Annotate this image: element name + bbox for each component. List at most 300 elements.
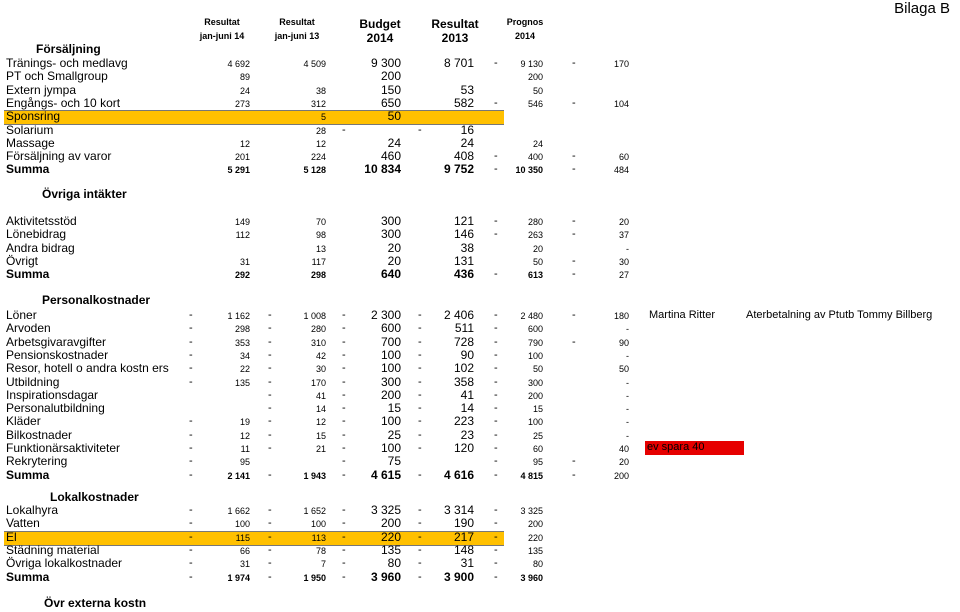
value-cell: 292: [234, 270, 250, 281]
difference-cell: -: [626, 324, 629, 335]
negative-sign: -: [342, 415, 346, 428]
value-cell: 2 300: [370, 308, 401, 322]
value-cell: 34: [239, 350, 250, 361]
negative-sign: -: [268, 570, 272, 583]
table-row: [0, 84, 960, 97]
negative-sign: -: [572, 335, 576, 348]
column-header: Prognos: [506, 17, 544, 27]
negative-sign: -: [418, 402, 422, 415]
row-label: Summa: [6, 162, 50, 177]
table-row: [0, 242, 960, 255]
negative-sign: -: [494, 402, 498, 415]
value-cell: 98: [315, 230, 326, 241]
negative-sign: -: [189, 442, 193, 454]
section-title: Personalkostnader: [42, 293, 151, 307]
value-cell: 1 974: [227, 572, 250, 583]
table-row: [0, 228, 960, 241]
row-label: Vatten: [6, 516, 40, 531]
difference-cell: -: [626, 350, 629, 361]
negative-sign: -: [418, 375, 422, 388]
value-cell: 50: [532, 85, 543, 96]
value-cell: 11: [240, 444, 250, 454]
negative-sign: -: [189, 348, 193, 361]
value-cell: 19: [239, 417, 250, 428]
negative-sign: -: [342, 375, 346, 388]
corner-label: Bilaga B: [894, 0, 950, 17]
row-label: Städning material: [6, 542, 100, 557]
row-label: Utbildning: [6, 374, 60, 389]
negative-sign: -: [494, 163, 498, 176]
negative-sign: -: [189, 362, 193, 375]
value-cell: 298: [234, 324, 250, 335]
row-label: Solarium: [6, 122, 54, 137]
value-cell: 358: [453, 374, 474, 389]
negative-sign: -: [342, 362, 346, 375]
negative-sign: -: [342, 402, 346, 415]
row-label: PT och Smallgroup: [6, 69, 108, 84]
value-cell: 53: [460, 82, 474, 97]
column-header: Budget: [359, 17, 401, 31]
value-cell: 24: [532, 138, 543, 149]
value-cell: 13: [315, 243, 326, 254]
table-row: [0, 571, 960, 584]
value-cell: 298: [310, 270, 326, 281]
negative-sign: -: [572, 468, 576, 481]
negative-sign: -: [189, 504, 193, 516]
difference-cell: 200: [613, 470, 629, 481]
difference-cell: 104: [613, 98, 629, 109]
difference-cell: 60: [618, 152, 629, 163]
value-cell: 300: [380, 214, 401, 228]
negative-sign: -: [342, 570, 346, 583]
table-row: [0, 70, 960, 83]
negative-sign: -: [494, 335, 498, 348]
row-label: Engångs- och 10 kort: [6, 95, 121, 110]
row-label: Tränings- och medlavg: [6, 56, 128, 70]
row-label: Lokalhyra: [6, 503, 59, 517]
difference-cell: 20: [618, 457, 629, 468]
value-cell: 50: [387, 109, 401, 124]
row-label: Bilkostnader: [6, 427, 73, 442]
value-cell: 1 162: [227, 311, 250, 321]
value-cell: 70: [315, 217, 326, 227]
value-cell: 25: [532, 430, 543, 441]
value-cell: 200: [527, 72, 543, 83]
row-label: Löner: [6, 308, 37, 322]
negative-sign: -: [342, 468, 346, 481]
negative-sign: -: [189, 335, 193, 348]
value-cell: 30: [315, 364, 326, 375]
value-cell: 100: [380, 361, 401, 376]
value-cell: 400: [527, 152, 543, 163]
negative-sign: -: [189, 322, 193, 335]
value-cell: 28: [315, 125, 326, 136]
difference-cell: -: [626, 390, 629, 401]
negative-sign: -: [494, 388, 498, 401]
value-cell: 1 652: [303, 506, 326, 516]
difference-cell: -: [626, 430, 629, 441]
negative-sign: -: [494, 530, 498, 543]
negative-sign: -: [342, 309, 346, 321]
negative-sign: -: [418, 557, 422, 570]
negative-sign: -: [418, 428, 422, 441]
value-cell: 135: [527, 545, 543, 556]
negative-sign: -: [494, 468, 498, 481]
note-person: Martina Ritter: [649, 309, 716, 321]
value-cell: 4 692: [227, 59, 250, 69]
value-cell: 2 141: [227, 470, 250, 481]
negative-sign: -: [418, 123, 422, 136]
value-cell: 5: [320, 112, 326, 123]
value-cell: 8 701: [443, 56, 474, 70]
difference-cell: -: [626, 377, 629, 388]
value-cell: 4 815: [520, 470, 543, 481]
value-cell: 24: [387, 135, 401, 150]
negative-sign: -: [342, 455, 346, 468]
value-cell: 201: [234, 152, 250, 163]
value-cell: 200: [527, 390, 543, 401]
value-cell: 310: [310, 337, 326, 348]
table-row: [0, 517, 960, 530]
row-label: Övrigt: [6, 253, 39, 268]
row-label: Aktivitetsstöd: [6, 214, 77, 228]
table-row: [0, 255, 960, 268]
value-cell: 131: [453, 253, 474, 268]
value-cell: 117: [311, 256, 326, 267]
value-cell: 121: [453, 214, 474, 228]
value-cell: 60: [532, 444, 543, 454]
negative-sign: -: [494, 150, 498, 163]
negative-sign: -: [268, 375, 272, 388]
column-header: jan-juni 14: [199, 31, 245, 41]
negative-sign: -: [342, 388, 346, 401]
negative-sign: -: [342, 517, 346, 530]
value-cell: 135: [234, 377, 250, 388]
value-cell: 78: [315, 545, 326, 556]
value-cell: 3 325: [370, 503, 401, 517]
value-cell: 3 325: [520, 506, 543, 516]
value-cell: 75: [387, 454, 401, 469]
negative-sign: -: [342, 123, 346, 136]
negative-sign: -: [494, 543, 498, 556]
table-row: [0, 110, 960, 123]
value-cell: 20: [532, 243, 543, 254]
value-cell: 100: [380, 414, 401, 429]
value-cell: 353: [234, 337, 250, 348]
negative-sign: -: [572, 215, 576, 227]
negative-sign: -: [494, 309, 498, 321]
note-highlight: ev spara 40: [645, 441, 744, 455]
negative-sign: -: [268, 543, 272, 556]
row-label: Andra bidrag: [6, 240, 75, 255]
negative-sign: -: [572, 309, 576, 321]
value-cell: 15: [387, 401, 401, 416]
negative-sign: -: [494, 96, 498, 109]
value-cell: 300: [527, 377, 543, 388]
value-cell: 12: [239, 138, 250, 149]
negative-sign: -: [268, 309, 272, 321]
value-cell: 790: [527, 337, 543, 348]
column-header: 2013: [441, 31, 469, 45]
column-header: Resultat: [279, 17, 315, 27]
value-cell: 3 960: [520, 572, 543, 583]
column-header: 2014: [366, 31, 394, 45]
negative-sign: -: [572, 254, 576, 267]
value-cell: 50: [532, 256, 543, 267]
column-header: Resultat: [204, 17, 240, 27]
negative-sign: -: [268, 428, 272, 441]
value-cell: 100: [380, 441, 401, 455]
negative-sign: -: [494, 348, 498, 361]
difference-cell: 37: [618, 230, 629, 241]
negative-sign: -: [494, 442, 498, 454]
value-cell: 3 900: [443, 569, 474, 584]
value-cell: 115: [235, 532, 250, 543]
value-cell: 95: [532, 457, 543, 468]
row-label: Extern jympa: [6, 82, 77, 97]
negative-sign: -: [342, 335, 346, 348]
row-label: El: [6, 529, 17, 544]
negative-sign: -: [189, 517, 193, 530]
difference-cell: 180: [613, 311, 629, 321]
negative-sign: -: [572, 96, 576, 109]
value-cell: 600: [527, 324, 543, 335]
value-cell: 4 615: [370, 467, 401, 482]
negative-sign: -: [572, 57, 576, 69]
value-cell: 220: [527, 532, 543, 543]
value-cell: 2 480: [520, 311, 543, 321]
table-row: [0, 163, 960, 176]
row-label: Resor, hotell o andra kostn ers: [6, 361, 169, 376]
value-cell: 100: [527, 417, 543, 428]
value-cell: 263: [527, 230, 543, 241]
value-cell: 9 130: [520, 59, 543, 69]
value-cell: 100: [310, 519, 326, 530]
difference-cell: 50: [618, 364, 629, 375]
value-cell: 3 314: [443, 503, 474, 517]
negative-sign: -: [494, 268, 498, 281]
table-row: [0, 504, 960, 517]
negative-sign: -: [268, 322, 272, 335]
negative-sign: -: [418, 322, 422, 335]
value-cell: 546: [527, 98, 543, 109]
value-cell: 89: [239, 72, 250, 83]
value-cell: 9 752: [443, 162, 474, 177]
table-row: [0, 322, 960, 335]
value-cell: 582: [453, 95, 474, 110]
negative-sign: -: [342, 442, 346, 454]
negative-sign: -: [268, 388, 272, 401]
table-row: [0, 531, 960, 544]
value-cell: 16: [460, 122, 474, 137]
value-cell: 120: [453, 441, 474, 455]
value-cell: 23: [460, 427, 474, 442]
table-row: [0, 415, 960, 428]
value-cell: 12: [315, 138, 326, 149]
negative-sign: -: [189, 415, 193, 428]
difference-cell: 170: [613, 59, 629, 69]
section-title: Övr externa kostn: [44, 596, 147, 610]
negative-sign: -: [418, 468, 422, 481]
table-row: [0, 402, 960, 415]
value-cell: 273: [234, 98, 250, 109]
value-cell: 223: [453, 414, 474, 429]
table-row: [0, 349, 960, 362]
difference-cell: 27: [618, 270, 629, 281]
negative-sign: -: [268, 504, 272, 516]
value-cell: 15: [315, 430, 326, 441]
negative-sign: -: [268, 362, 272, 375]
negative-sign: -: [494, 215, 498, 227]
value-cell: 200: [527, 519, 543, 530]
section-title: Försäljning: [36, 42, 101, 56]
negative-sign: -: [418, 517, 422, 530]
row-label: Försäljning av varor: [6, 149, 112, 164]
negative-sign: -: [268, 442, 272, 454]
value-cell: 200: [380, 69, 401, 84]
table-row: [0, 97, 960, 110]
negative-sign: -: [494, 375, 498, 388]
negative-sign: -: [494, 455, 498, 468]
negative-sign: -: [342, 557, 346, 570]
value-cell: 80: [532, 559, 543, 570]
negative-sign: -: [418, 442, 422, 454]
row-label: Arvoden: [6, 321, 51, 336]
negative-sign: -: [494, 362, 498, 375]
table-row: [0, 137, 960, 150]
value-cell: 149: [234, 217, 250, 227]
negative-sign: -: [268, 468, 272, 481]
value-cell: 50: [532, 364, 543, 375]
row-label: Arbetsgivaravgifter: [6, 334, 107, 349]
negative-sign: -: [418, 388, 422, 401]
negative-sign: -: [418, 335, 422, 348]
row-label: Summa: [6, 569, 50, 584]
value-cell: 22: [239, 364, 250, 375]
value-cell: 21: [315, 444, 326, 454]
table-row: [0, 429, 960, 442]
negative-sign: -: [189, 428, 193, 441]
value-cell: 100: [380, 347, 401, 362]
row-label: Funktionärsaktiviteter: [6, 441, 121, 455]
negative-sign: -: [418, 309, 422, 321]
value-cell: 148: [453, 542, 474, 557]
negative-sign: -: [418, 570, 422, 583]
value-cell: 300: [380, 227, 401, 242]
negative-sign: -: [189, 309, 193, 321]
row-label: Pensionskostnader: [6, 347, 109, 362]
negative-sign: -: [494, 57, 498, 69]
negative-sign: -: [418, 415, 422, 428]
value-cell: 5 291: [227, 165, 250, 176]
value-cell: 31: [239, 559, 250, 570]
value-cell: 220: [380, 529, 401, 544]
value-cell: 12: [315, 417, 326, 428]
value-cell: 112: [235, 230, 250, 241]
negative-sign: -: [418, 504, 422, 516]
negative-sign: -: [189, 543, 193, 556]
value-cell: 113: [311, 532, 326, 543]
value-cell: 1 008: [303, 311, 326, 321]
table-row: [0, 557, 960, 570]
value-cell: 408: [453, 149, 474, 164]
value-cell: 728: [453, 334, 474, 349]
negative-sign: -: [342, 322, 346, 335]
section-title: Lokalkostnader: [50, 490, 139, 504]
value-cell: 200: [380, 387, 401, 402]
row-label: Inspirationsdagar: [6, 387, 99, 402]
value-cell: 38: [315, 85, 326, 96]
value-cell: 4 616: [443, 467, 474, 482]
negative-sign: -: [494, 557, 498, 570]
negative-sign: -: [189, 557, 193, 570]
table-row: [0, 469, 960, 482]
table-row: [0, 268, 960, 281]
difference-cell: 20: [618, 217, 629, 227]
negative-sign: -: [342, 530, 346, 543]
value-cell: 42: [315, 350, 326, 361]
negative-sign: -: [189, 455, 193, 468]
negative-sign: -: [494, 228, 498, 241]
row-label: Övriga lokalkostnader: [6, 556, 123, 571]
negative-sign: -: [342, 348, 346, 361]
difference-cell: 484: [613, 165, 629, 176]
value-cell: 2 406: [443, 308, 474, 322]
negative-sign: -: [572, 163, 576, 176]
value-cell: 1 662: [227, 506, 250, 516]
table-row: [0, 544, 960, 557]
column-header: 2014: [514, 31, 536, 41]
value-cell: 511: [454, 321, 474, 336]
difference-cell: -: [626, 417, 629, 428]
value-cell: 7: [320, 559, 326, 570]
table-row: [0, 442, 960, 455]
negative-sign: -: [418, 530, 422, 543]
value-cell: 14: [315, 404, 326, 415]
row-label: Summa: [6, 467, 50, 482]
negative-sign: -: [189, 570, 193, 583]
negative-sign: -: [268, 415, 272, 428]
value-cell: 600: [380, 321, 401, 336]
negative-sign: -: [572, 268, 576, 281]
value-cell: 41: [315, 390, 326, 401]
row-label: Kläder: [6, 414, 41, 429]
row-label: Rekrytering: [6, 454, 68, 469]
row-label: Lönebidrag: [6, 227, 67, 242]
value-cell: 146: [453, 227, 474, 242]
value-cell: 90: [460, 347, 474, 362]
negative-sign: -: [189, 530, 193, 543]
value-cell: 135: [380, 542, 401, 557]
value-cell: 436: [453, 267, 474, 282]
value-cell: 1 943: [303, 470, 326, 481]
value-cell: 3 960: [370, 569, 401, 584]
row-label: Sponsring: [6, 109, 61, 124]
negative-sign: -: [572, 150, 576, 163]
row-label: Massage: [6, 135, 55, 150]
value-cell: 280: [527, 217, 543, 227]
value-cell: 217: [453, 529, 474, 544]
value-cell: 5 128: [303, 165, 326, 176]
value-cell: 80: [387, 556, 401, 571]
table-row: [0, 362, 960, 375]
value-cell: 24: [460, 135, 474, 150]
negative-sign: -: [418, 362, 422, 375]
value-cell: 280: [310, 324, 326, 335]
difference-cell: -: [626, 404, 629, 415]
negative-sign: -: [494, 517, 498, 530]
value-cell: 20: [387, 240, 401, 255]
